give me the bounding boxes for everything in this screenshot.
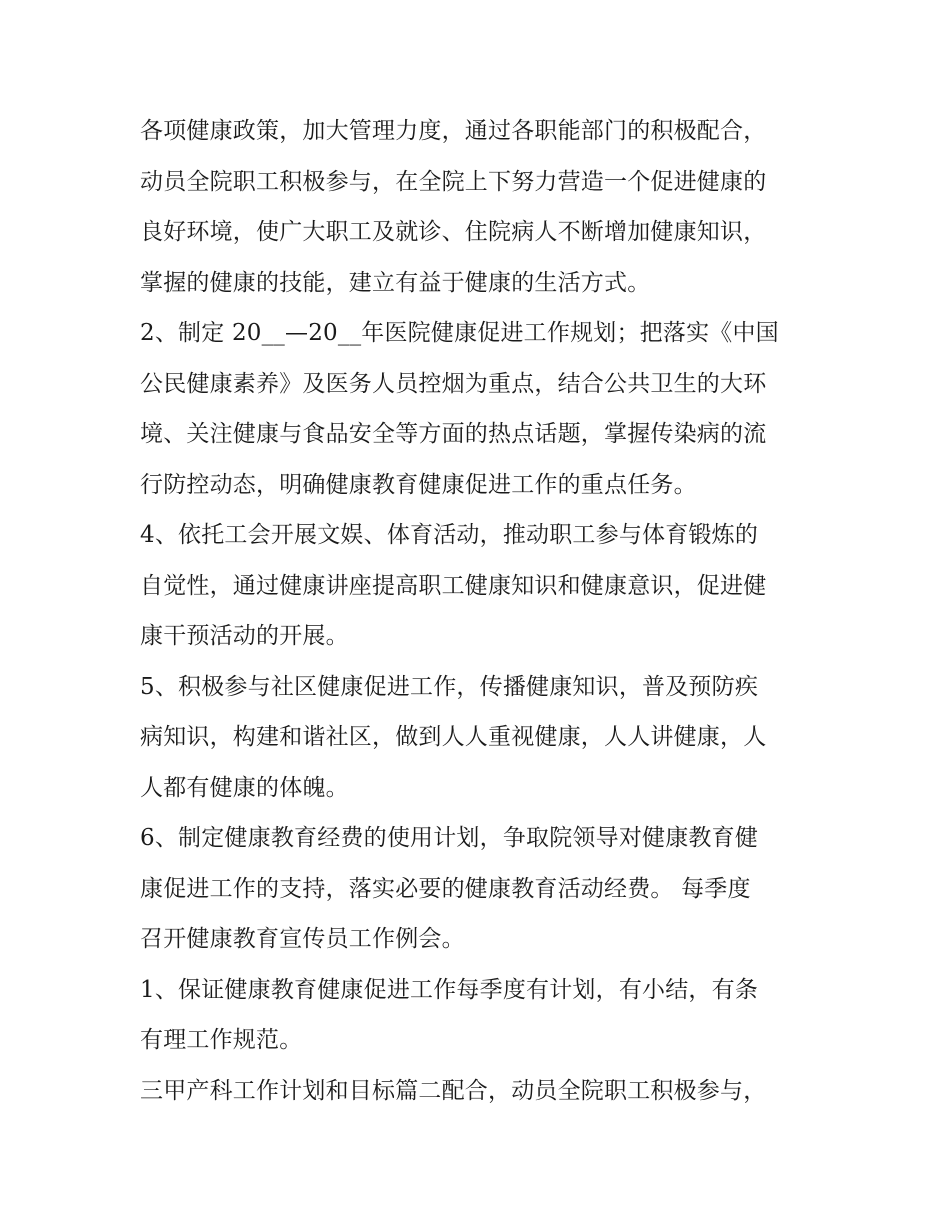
- text-line: 动员全院职工积极参与，在全院上下努力营造一个促进健康的: [140, 168, 767, 195]
- text-line: 1、保证健康教育健康促进工作每季度有计划，有小结，有条: [140, 976, 759, 1003]
- text-line: 自觉性，通过健康讲座提高职工健康知识和健康意识，促进健: [140, 572, 767, 599]
- text-line: 6、制定健康教育经费的使用计划，争取院领导对健康教育健: [140, 825, 759, 851]
- text-line: 康干预活动的开展。: [140, 623, 349, 649]
- text-line: 4、依托工会开展文娱、体育活动，推动职工参与体育锻炼的: [140, 522, 759, 548]
- text-line: 2、制定 20__—20__年医院健康促进工作规划；把落实《中国: [140, 320, 779, 346]
- text-line: 良好环境，使广大职工及就诊、住院病人不断增加健康知识，: [140, 219, 767, 245]
- text-line: 公民健康素养》及医务人员控烟为重点，结合公共卫生的大环: [140, 370, 767, 397]
- text-line: 掌握的健康的技能，建立有益于健康的生活方式。: [140, 269, 651, 296]
- text-line: 5、积极参与社区健康促进工作，传播健康知识，普及预防疾: [140, 673, 759, 700]
- text-line: 行防控动态，明确健康教育健康促进工作的重点任务。: [140, 471, 697, 498]
- text-line: 病知识，构建和谐社区，做到人人重视健康，人人讲健康，人: [140, 724, 767, 750]
- document-body: [140, 106, 820, 1116]
- text-line: 三甲产科工作计划和目标篇二配合，动员全院职工积极参与，: [140, 1077, 767, 1104]
- text-line: 召开健康教育宣传员工作例会。: [140, 926, 465, 952]
- text-line: 有理工作规范。: [140, 1027, 303, 1053]
- text-line: 境、关注健康与食品安全等方面的热点话题，掌握传染病的流: [140, 421, 767, 447]
- text-line: 各项健康政策，加大管理力度，通过各职能部门的积极配合，: [140, 118, 767, 144]
- text-line: 康促进工作的支持，落实必要的健康教育活动经费。 每季度: [140, 875, 751, 902]
- text-line: 人都有健康的体魄。: [140, 774, 349, 801]
